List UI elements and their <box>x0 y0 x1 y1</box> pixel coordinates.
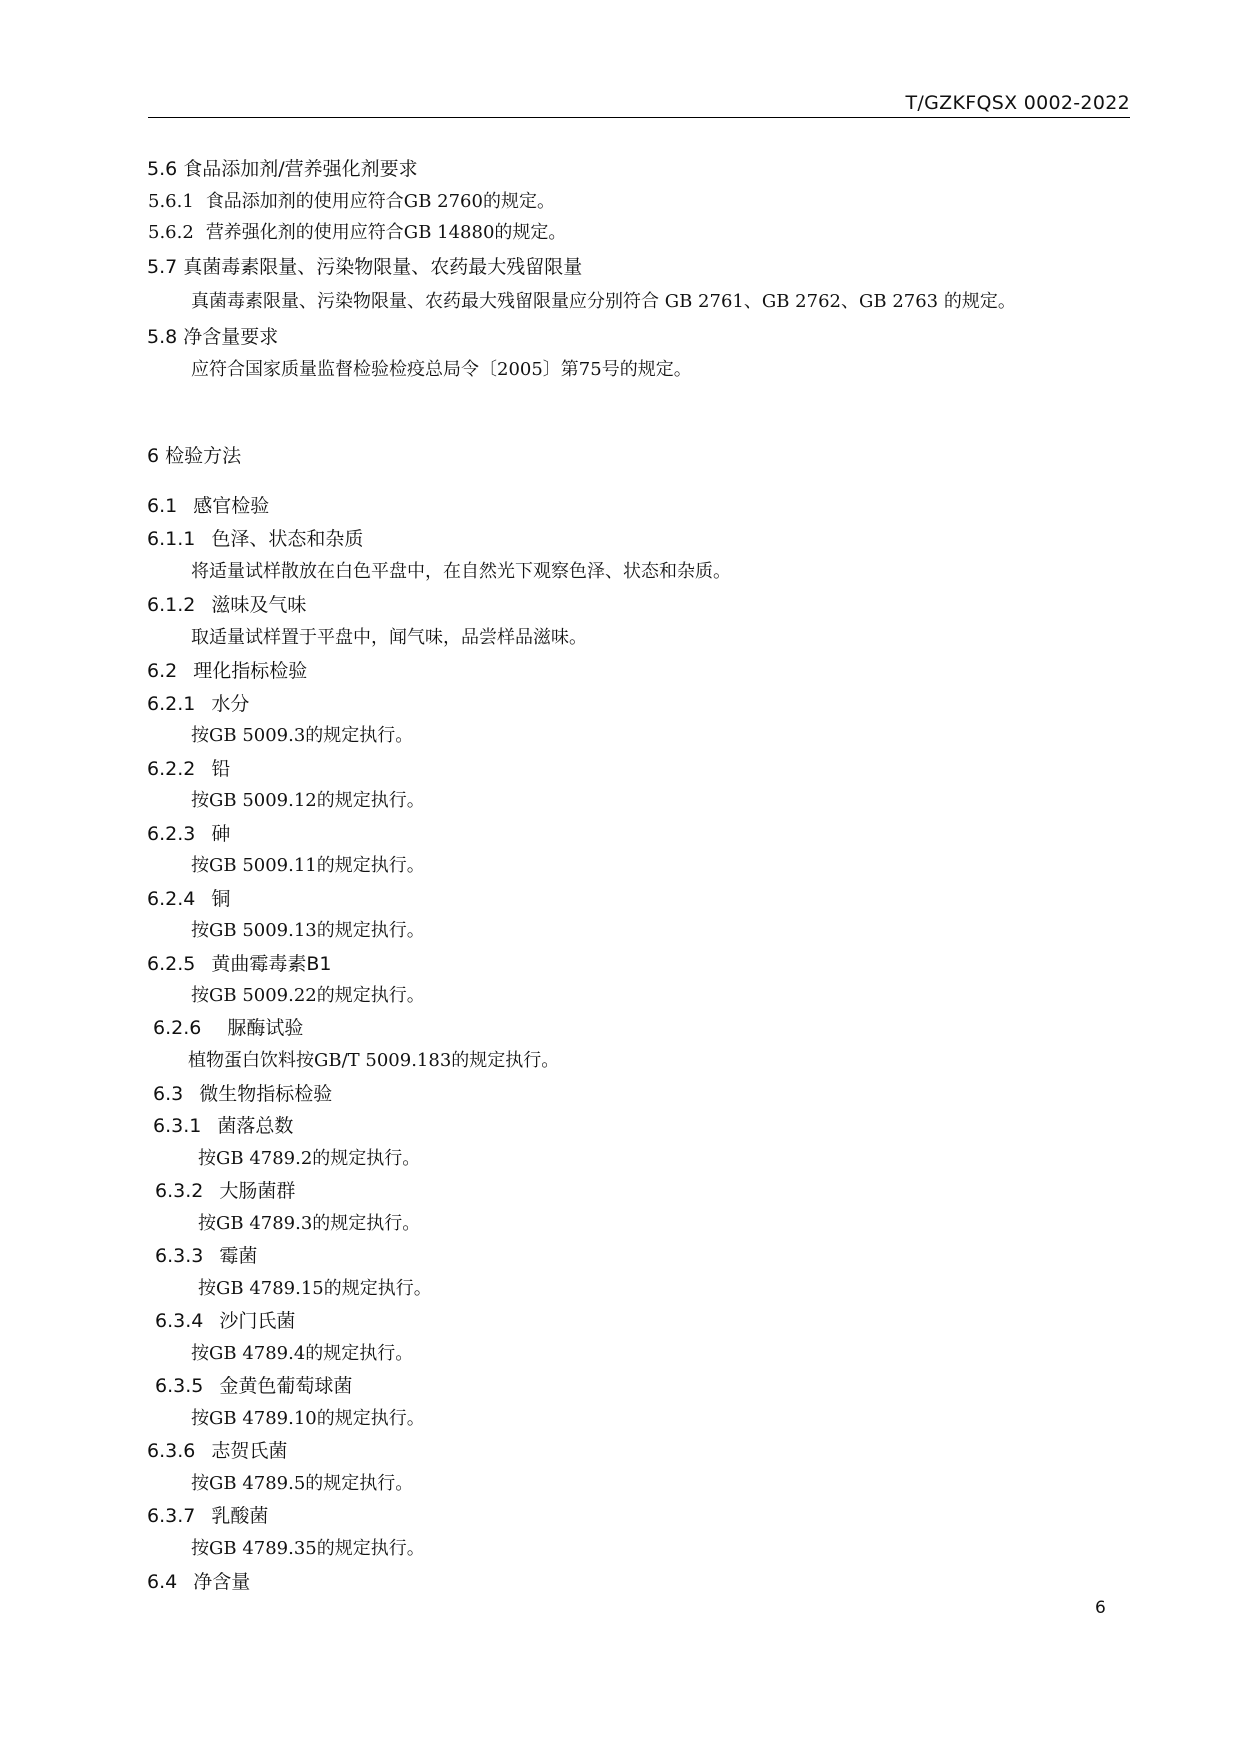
section-number: 5.6.2 <box>148 222 194 243</box>
section-title: 黄曲霉毒素B1 <box>211 953 332 975</box>
section-number: 5.8 <box>147 326 178 348</box>
section-title: 金黄色葡萄球菌 <box>219 1375 353 1397</box>
paragraph-line <box>191 922 425 940</box>
section-heading <box>155 1182 295 1201</box>
section-number: 6.3.1 <box>153 1115 202 1137</box>
section-title: 大肠菌群 <box>219 1180 296 1202</box>
section-heading <box>147 328 278 347</box>
section-number: 6.2.4 <box>147 888 196 910</box>
section-title: 砷 <box>211 823 231 845</box>
section-heading <box>147 1573 250 1592</box>
paragraph-line <box>191 1475 413 1493</box>
paragraph-text: 按GB 4789.4的规定执行。 <box>191 1343 414 1364</box>
paragraph-text: 按GB 5009.11的规定执行。 <box>191 855 425 876</box>
section-title: 净含量要求 <box>183 326 279 348</box>
section-heading <box>155 1312 295 1331</box>
paragraph-text: 按GB 4789.5的规定执行。 <box>191 1473 414 1494</box>
section-number: 6.2.2 <box>147 758 196 780</box>
section-number: 6.3.4 <box>155 1310 204 1332</box>
section-number: 6.3.7 <box>147 1505 196 1527</box>
section-title: 铅 <box>211 758 231 780</box>
paragraph-text: 按GB 5009.3的规定执行。 <box>191 725 414 746</box>
section-number: 6.3.6 <box>147 1440 196 1462</box>
section-title: 食品添加剂/营养强化剂要求 <box>183 158 418 180</box>
header-rule <box>148 117 1130 118</box>
section-heading <box>147 447 241 466</box>
paragraph-line <box>191 293 1016 311</box>
paragraph-text: 应符合国家质量监督检验检疫总局令〔2005〕第75号的规定。 <box>191 359 692 380</box>
section-title: 滋味及气味 <box>211 594 307 616</box>
paragraph-text: 按GB 5009.22的规定执行。 <box>191 985 425 1006</box>
paragraph-text: 真菌毒素限量、污染物限量、农药最大残留限量应分别符合 GB 2761、GB 2762、GB 2763 的规定。 <box>191 291 1016 312</box>
section-number: 6.2.1 <box>147 693 196 715</box>
section-title: 食品添加剂的使用应符合GB 2760的规定。 <box>205 191 555 212</box>
page-number: 6 <box>1095 1598 1106 1618</box>
section-heading <box>153 1019 303 1038</box>
section-title: 铜 <box>211 888 231 910</box>
section-title: 真菌毒素限量、污染物限量、农药最大残留限量 <box>183 256 583 278</box>
section-number: 5.7 <box>147 256 178 278</box>
paragraph-text: 按GB 4789.10的规定执行。 <box>191 1408 425 1429</box>
section-number: 6.1.1 <box>147 528 196 550</box>
section-title: 脲酶试验 <box>227 1017 304 1039</box>
section-title: 乳酸菌 <box>211 1505 269 1527</box>
paragraph-text: 按GB 4789.15的规定执行。 <box>198 1278 432 1299</box>
section-number: 6.1 <box>147 495 178 517</box>
section-number: 6 <box>147 445 160 467</box>
section-heading <box>147 955 331 974</box>
section-title: 感官检验 <box>193 495 270 517</box>
section-title: 营养强化剂的使用应符合GB 14880的规定。 <box>205 222 567 243</box>
paragraph-text: 按GB 4789.35的规定执行。 <box>191 1538 425 1559</box>
section-number: 5.6 <box>147 158 178 180</box>
paragraph-line <box>198 1150 420 1168</box>
section-title: 菌落总数 <box>217 1115 294 1137</box>
paragraph-text: 植物蛋白饮料按GB/T 5009.183的规定执行。 <box>188 1050 560 1071</box>
section-heading <box>147 530 363 549</box>
paragraph-text: 按GB 4789.2的规定执行。 <box>198 1148 421 1169</box>
paragraph-line <box>191 1540 425 1558</box>
section-title: 水分 <box>211 693 250 715</box>
section-title: 净含量 <box>193 1571 251 1593</box>
section-number: 6.2.6 <box>153 1017 202 1039</box>
paragraph-line <box>191 629 587 647</box>
section-title: 色泽、状态和杂质 <box>211 528 364 550</box>
paragraph-line <box>191 361 692 379</box>
paragraph-line <box>191 727 413 745</box>
section-heading <box>148 224 566 242</box>
paragraph-line <box>191 563 731 581</box>
section-heading <box>147 695 249 714</box>
section-number: 6.3.5 <box>155 1375 204 1397</box>
section-heading <box>147 1442 287 1461</box>
paragraph-line <box>191 792 425 810</box>
section-title: 霉菌 <box>219 1245 258 1267</box>
section-number: 6.2.3 <box>147 823 196 845</box>
section-heading <box>153 1085 332 1104</box>
section-heading <box>153 1117 293 1136</box>
section-number: 6.2.5 <box>147 953 196 975</box>
paragraph-text: 将适量试样散放在白色平盘中，在自然光下观察色泽、状态和杂质。 <box>191 561 731 582</box>
section-number: 6.3.3 <box>155 1245 204 1267</box>
section-heading <box>147 760 230 779</box>
section-title: 检验方法 <box>165 445 242 467</box>
paragraph-text: 按GB 4789.3的规定执行。 <box>198 1213 421 1234</box>
paragraph-line <box>191 1345 413 1363</box>
paragraph-line <box>198 1280 432 1298</box>
section-heading <box>147 497 269 516</box>
section-title: 志贺氏菌 <box>211 1440 288 1462</box>
paragraph-text: 按GB 5009.13的规定执行。 <box>191 920 425 941</box>
section-number: 6.2 <box>147 660 178 682</box>
section-number: 6.3.2 <box>155 1180 204 1202</box>
section-number: 6.4 <box>147 1571 178 1593</box>
section-number: 6.3 <box>153 1083 184 1105</box>
section-heading <box>147 825 230 844</box>
section-heading <box>147 890 230 909</box>
section-title: 沙门氏菌 <box>219 1310 296 1332</box>
paragraph-line <box>191 857 425 875</box>
paragraph-line <box>191 1410 425 1428</box>
section-heading <box>155 1247 257 1266</box>
paragraph-line <box>191 987 425 1005</box>
paragraph-line <box>198 1215 420 1233</box>
paragraph-text: 按GB 5009.12的规定执行。 <box>191 790 425 811</box>
section-heading <box>147 160 418 179</box>
section-heading <box>147 662 307 681</box>
document-code: T/GZKFQSX 0002-2022 <box>905 92 1130 114</box>
section-heading <box>148 193 555 211</box>
paragraph-text: 取适量试样置于平盘中，闻气味，品尝样品滋味。 <box>191 627 587 648</box>
section-title: 微生物指标检验 <box>199 1083 333 1105</box>
section-title: 理化指标检验 <box>193 660 308 682</box>
section-number: 5.6.1 <box>148 191 194 212</box>
section-number: 6.1.2 <box>147 594 196 616</box>
section-heading <box>155 1377 352 1396</box>
section-heading <box>147 1507 268 1526</box>
section-heading <box>147 596 306 615</box>
section-heading <box>147 258 582 277</box>
paragraph-line <box>188 1052 559 1070</box>
